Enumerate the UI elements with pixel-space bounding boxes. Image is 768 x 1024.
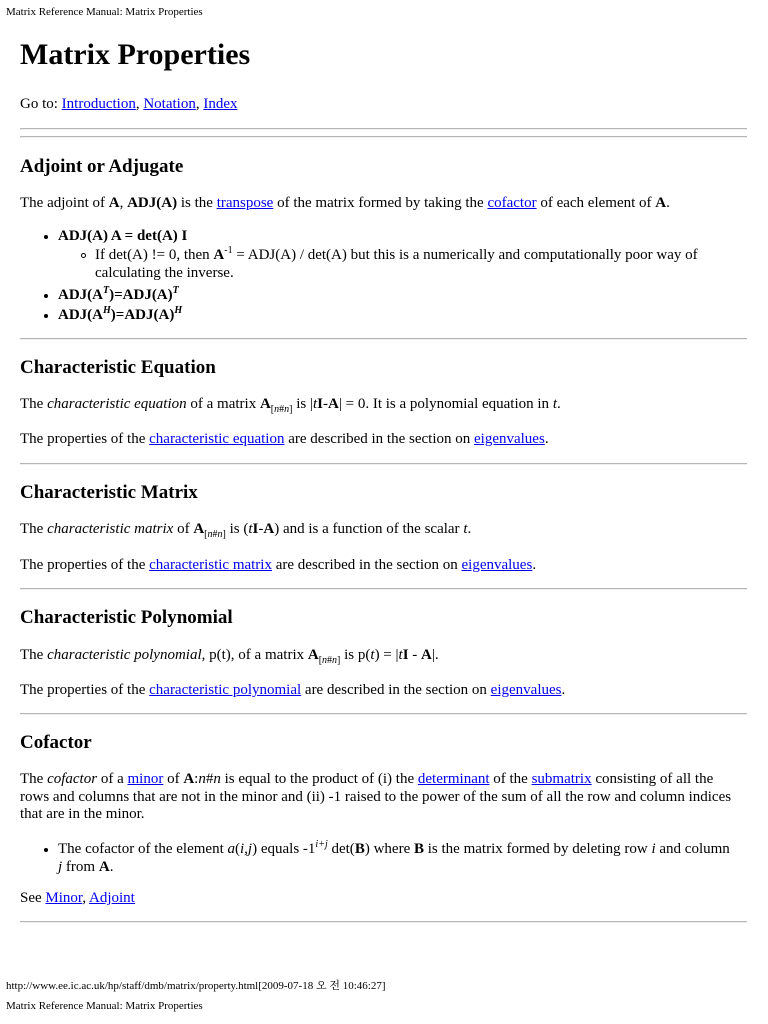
browser-header: Matrix Reference Manual: Matrix Properties — [6, 6, 203, 18]
adjoint-bullet-2: $ADJ(A^T)=ADJ(A)^T$ — [58, 285, 179, 303]
adjoint-intro: The adjoint of A, ADJ(A) is the transpose of the matrix formed by taking the cofactor of each element of A. — [20, 195, 670, 211]
heading-characteristic-matrix: Characteristic Matrix — [20, 482, 198, 503]
bullet-circle — [81, 253, 86, 258]
link-submatrix[interactable]: submatrix — [531, 771, 592, 787]
divider — [20, 338, 747, 340]
heading-characteristic-equation: Characteristic Equation — [20, 357, 216, 378]
goto-line: Go to: Introduction, Notation, Index — [20, 96, 238, 112]
footer-url: http://www.ee.ic.ac.uk/hp/staff/dmb/matrix/property.html[2009-07-18 오 전 10:46:27] — [6, 980, 386, 992]
adjoint-sub-bullet-line2: calculating the inverse. — [95, 265, 234, 281]
char-poly-definition: The characteristic polynomial, p(t), of a matrix $A_{[n\#n]}$ is p(t) = |tI - A|. — [20, 647, 439, 666]
bullet-dot — [44, 235, 48, 239]
bullet-dot — [44, 848, 48, 852]
link-index[interactable]: Index — [203, 96, 238, 112]
link-characteristic-polynomial[interactable]: characteristic polynomial — [149, 682, 302, 698]
char-mat-properties: The properties of the characteristic matrix are described in the section on eigenvalues. — [20, 557, 537, 573]
char-poly-properties: The properties of the characteristic polynomial are described in the section on eigenvalues. — [20, 682, 566, 698]
page-title: Matrix Properties — [20, 38, 251, 71]
divider — [20, 713, 747, 715]
footer-title: Matrix Reference Manual: Matrix Properties — [6, 1000, 203, 1012]
link-adjoint-see[interactable]: Adjoint — [89, 890, 135, 906]
link-characteristic-equation[interactable]: characteristic equation — [149, 431, 285, 447]
link-introduction[interactable]: Introduction — [61, 96, 136, 112]
cofactor-definition-line2: rows and columns that are not in the minor and (ii) -1 raised to the power of the sum of all the row and column indices — [20, 789, 732, 805]
char-eq-definition: The characteristic equation of a matrix $A_{[n\#n]}$ is |tI-A| = 0. It is a polynomial equation in t. — [20, 396, 561, 415]
char-mat-definition: The characteristic matrix of $A_{[n\#n]}$ is (tI-A) and is a function of the scalar t. — [20, 521, 472, 540]
divider — [20, 463, 747, 465]
cofactor-bullet: The cofactor of the element a(i,j) equals $-1^{i+j}$ det(B) where B is the matrix formed by deleting row i and column — [58, 839, 730, 857]
divider — [20, 921, 747, 923]
char-eq-properties: The properties of the characteristic equation are described in the section on eigenvalues. — [20, 431, 549, 447]
bullet-dot — [44, 314, 48, 318]
heading-characteristic-polynomial: Characteristic Polynomial — [20, 607, 233, 628]
adjoint-bullet-3: $ADJ(A^H)=ADJ(A)^H$ — [58, 305, 183, 323]
adjoint-bullet-1: ADJ(A) A = det(A) I — [58, 228, 188, 244]
heading-cofactor: Cofactor — [20, 732, 92, 753]
cofactor-see-also: See Minor, Adjoint — [20, 890, 135, 906]
link-notation[interactable]: Notation — [143, 96, 196, 112]
cofactor-definition: The cofactor of a minor of A:n#n is equal to the product of (i) the determinant of the submatrix consisting of all the — [20, 771, 714, 787]
cofactor-definition-line3: that are in the minor. — [20, 806, 145, 822]
link-transpose[interactable]: transpose — [216, 195, 274, 211]
goto-label: Go to: — [20, 96, 58, 112]
link-minor[interactable]: minor — [127, 771, 164, 787]
link-eigenvalues[interactable]: eigenvalues — [474, 431, 545, 447]
divider — [20, 588, 747, 590]
link-cofactor[interactable]: cofactor — [487, 195, 537, 211]
link-eigenvalues[interactable]: eigenvalues — [490, 682, 562, 698]
divider — [20, 136, 747, 138]
divider — [20, 128, 747, 130]
link-determinant[interactable]: determinant — [417, 771, 490, 787]
cofactor-bullet-line2: j from A. — [58, 859, 114, 875]
heading-adjoint: Adjoint or Adjugate — [20, 156, 184, 177]
link-minor-see[interactable]: Minor — [45, 890, 83, 906]
link-characteristic-matrix[interactable]: characteristic matrix — [149, 557, 272, 573]
adjoint-sub-bullet: If det(A) != 0, then $A^{-1} = ADJ(A) / \det(A)$ but this is a numerically and computationally poor way of — [95, 245, 698, 263]
link-eigenvalues[interactable]: eigenvalues — [461, 557, 533, 573]
bullet-dot — [44, 294, 48, 298]
